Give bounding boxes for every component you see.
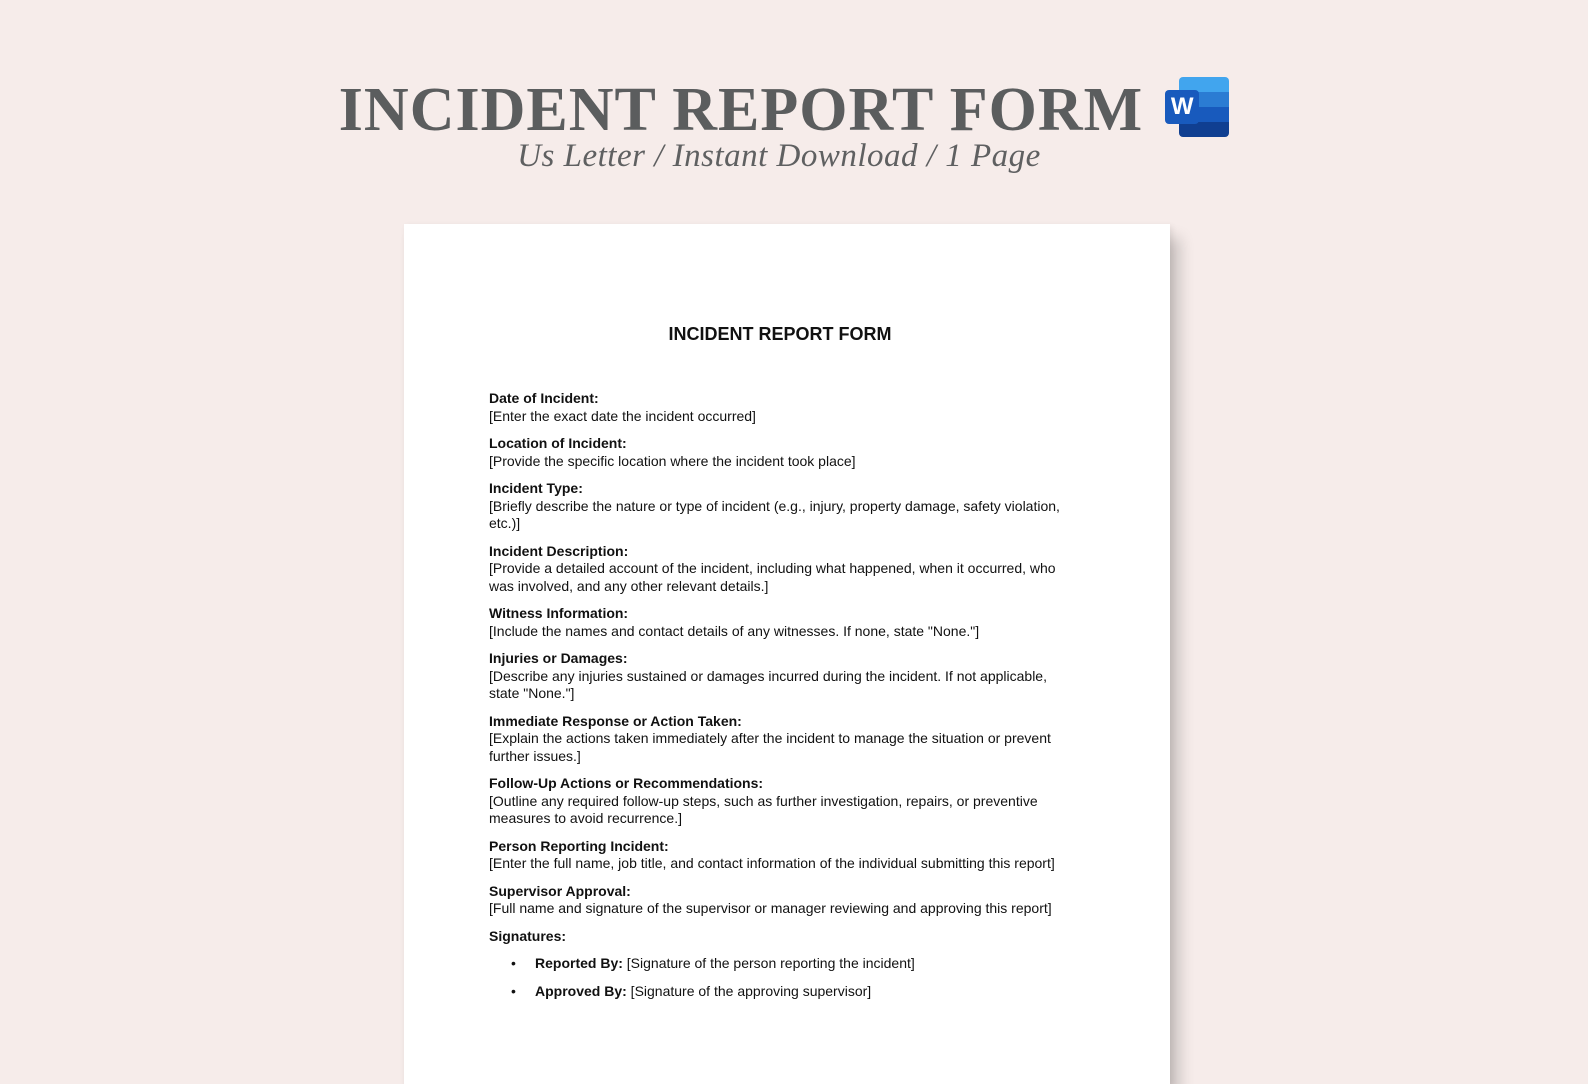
bullet: • <box>511 955 516 971</box>
document-body <box>489 390 1069 1010</box>
word-icon-letter: W <box>1165 90 1199 124</box>
field-text: [Briefly describe the nature or type of incident (e.g., injury, property damage, safety violation, etc.)] <box>489 497 1060 531</box>
field-label: Immediate Response or Action Taken: <box>489 712 742 729</box>
field-person-reporting <box>489 838 1069 873</box>
field-label: Person Reporting Incident: <box>489 837 669 854</box>
field-follow-up-actions <box>489 775 1069 828</box>
signature-text: [Signature of the approving supervisor] <box>626 982 872 999</box>
field-label: Injuries or Damages: <box>489 650 628 666</box>
field-witness-information <box>489 605 1069 640</box>
document-title: INCIDENT REPORT FORM <box>668 324 892 344</box>
field-label: Date of Incident: <box>489 390 599 406</box>
field-label: Witness Information: <box>489 605 629 621</box>
field-text: [Include the names and contact details of any witnesses. If none, state "None."] <box>489 622 980 639</box>
field-location-of-incident <box>489 435 1069 470</box>
field-text: [Explain the actions taken immediately after the incident to manage the situation or prevent further issues.] <box>489 730 1051 764</box>
field-label: Supervisor Approval: <box>489 882 631 899</box>
field-text: [Provide the specific location where the incident took place] <box>489 452 856 469</box>
field-incident-description <box>489 543 1069 596</box>
field-label: Incident Type: <box>489 480 583 496</box>
field-incident-type <box>489 480 1069 533</box>
field-injuries-or-damages <box>489 650 1069 703</box>
signature-label: Reported By: <box>535 955 623 971</box>
banner-subtitle: Us Letter / Instant Download / 1 Page <box>517 138 1041 174</box>
field-date-of-incident <box>489 390 1069 425</box>
field-supervisor-approval <box>489 883 1069 918</box>
banner-title <box>0 66 1568 148</box>
signature-text: [Signature of the person reporting the incident] <box>622 955 915 971</box>
field-text: [Enter the exact date the incident occurred] <box>489 407 756 424</box>
field-label: Location of Incident: <box>489 435 627 451</box>
field-label: Incident Description: <box>489 542 629 559</box>
field-text: [Enter the full name, job title, and contact information of the individual submitting this report] <box>489 855 1055 871</box>
document-page <box>404 224 1170 1084</box>
field-text: [Outline any required follow-up steps, such as further investigation, repairs, or preventive measures to avoid recurrence.] <box>489 792 1038 826</box>
field-text: [Full name and signature of the supervisor or manager reviewing and approving this report] <box>489 900 1052 916</box>
signatures-heading: Signatures: <box>489 927 567 944</box>
signature-label: Approved By: <box>535 982 627 999</box>
signature-approved-by <box>511 982 1069 1001</box>
field-text: [Provide a detailed account of the incident, including what happened, when it occurred, who was involved, and any other relevant details.] <box>489 560 1056 594</box>
field-text: [Describe any injuries sustained or damages incurred during the incident. If not applicable, state "None."] <box>489 667 1047 701</box>
field-label: Follow-Up Actions or Recommendations: <box>489 775 764 791</box>
signatures-list <box>489 955 1069 1000</box>
banner-title-text: INCIDENT REPORT FORM <box>338 75 1144 144</box>
word-icon <box>1165 77 1229 137</box>
bullet: • <box>511 982 516 999</box>
signature-reported-by <box>511 955 1069 973</box>
field-immediate-response <box>489 713 1069 766</box>
